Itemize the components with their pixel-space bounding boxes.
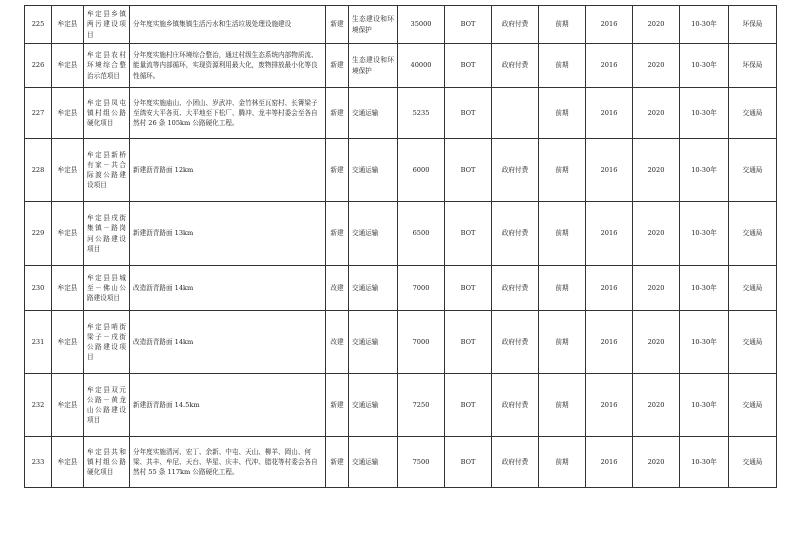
project-number-cell: 229 <box>25 202 52 266</box>
table-row <box>25 311 777 374</box>
cooperation-period-cell: 10-30年 <box>680 6 729 44</box>
cooperation-period-cell: 10-30年 <box>680 437 729 488</box>
industry-cell: 交通运输 <box>349 437 398 488</box>
table-row <box>25 266 777 311</box>
county-cell: 牟定县 <box>52 266 84 311</box>
end-year-cell: 2020 <box>633 88 680 139</box>
cooperation-period-cell: 10-30年 <box>680 266 729 311</box>
end-year-cell: 2020 <box>633 311 680 374</box>
county-cell: 牟定县 <box>52 6 84 44</box>
payment-mechanism-cell: 政府付费 <box>492 44 539 88</box>
end-year-cell: 2020 <box>633 139 680 202</box>
project-name-cell: 牟定县乡镇两污建设项目 <box>84 6 130 44</box>
investment-amount-cell: 35000 <box>398 6 445 44</box>
construction-content-cell: 改造沥青路面 14km <box>130 311 326 374</box>
project-stage-cell: 前期 <box>539 139 586 202</box>
project-stage-cell: 前期 <box>539 374 586 437</box>
project-number-cell: 227 <box>25 88 52 139</box>
project-number-cell: 225 <box>25 6 52 44</box>
payment-mechanism-cell: 政府付费 <box>492 437 539 488</box>
project-table-body <box>25 6 777 488</box>
project-name-cell: 牟定县戌街集镇－路岗河公路建设项目 <box>84 202 130 266</box>
cooperation-period-cell: 10-30年 <box>680 311 729 374</box>
cooperation-period-cell: 10-30年 <box>680 139 729 202</box>
industry-cell: 交通运输 <box>349 311 398 374</box>
responsible-department-cell: 环保局 <box>729 44 777 88</box>
construction-type-cell: 新建 <box>326 44 349 88</box>
investment-amount-cell: 6000 <box>398 139 445 202</box>
payment-mechanism-cell: 政府付费 <box>492 374 539 437</box>
end-year-cell: 2020 <box>633 266 680 311</box>
project-name-cell: 牟定县共和镇村组公路硬化项目 <box>84 437 130 488</box>
payment-mechanism-cell: 政府付费 <box>492 311 539 374</box>
county-cell: 牟定县 <box>52 44 84 88</box>
start-year-cell: 2016 <box>586 266 633 311</box>
payment-mechanism-cell: 政府付费 <box>492 139 539 202</box>
start-year-cell: 2016 <box>586 374 633 437</box>
cooperation-period-cell: 10-30年 <box>680 44 729 88</box>
table-row <box>25 202 777 266</box>
operation-mode-cell: BOT <box>445 88 492 139</box>
operation-mode-cell: BOT <box>445 202 492 266</box>
construction-content-cell: 改造沥青路面 14km <box>130 266 326 311</box>
project-stage-cell: 前期 <box>539 437 586 488</box>
industry-cell: 交通运输 <box>349 202 398 266</box>
project-stage-cell: 前期 <box>539 266 586 311</box>
responsible-department-cell: 交通局 <box>729 311 777 374</box>
industry-cell: 交通运输 <box>349 374 398 437</box>
construction-type-cell: 新建 <box>326 88 349 139</box>
construction-type-cell: 新建 <box>326 437 349 488</box>
investment-amount-cell: 7000 <box>398 311 445 374</box>
payment-mechanism-cell: 政府付费 <box>492 202 539 266</box>
payment-mechanism-cell <box>492 88 539 139</box>
county-cell: 牟定县 <box>52 311 84 374</box>
cooperation-period-cell: 10-30年 <box>680 374 729 437</box>
project-name-cell: 牟定县新桥有家－共合际渡公路建设项目 <box>84 139 130 202</box>
construction-content-cell: 分年度实施清河、宏丁、余新、中屯、天山、柳羊、岡山、何梁、共丰、牟尼、天台、华星、庆丰、代冲、腊花等村委会各自然村 55 条 117km 公路硬化工程。 <box>130 437 326 488</box>
start-year-cell: 2016 <box>586 6 633 44</box>
industry-cell: 交通运输 <box>349 139 398 202</box>
end-year-cell: 2020 <box>633 202 680 266</box>
construction-type-cell: 新建 <box>326 6 349 44</box>
county-cell: 牟定县 <box>52 374 84 437</box>
end-year-cell: 2020 <box>633 374 680 437</box>
start-year-cell: 2016 <box>586 44 633 88</box>
responsible-department-cell: 环保局 <box>729 6 777 44</box>
county-cell: 牟定县 <box>52 437 84 488</box>
construction-content-cell: 新建沥青路面 13km <box>130 202 326 266</box>
construction-type-cell: 新建 <box>326 374 349 437</box>
project-name-cell: 牟定县哨街梁子－戌街公路建设项目 <box>84 311 130 374</box>
project-stage-cell: 前期 <box>539 202 586 266</box>
investment-amount-cell: 7500 <box>398 437 445 488</box>
responsible-department-cell: 交通局 <box>729 88 777 139</box>
responsible-department-cell: 交通局 <box>729 437 777 488</box>
county-cell: 牟定县 <box>52 88 84 139</box>
operation-mode-cell: BOT <box>445 266 492 311</box>
table-row <box>25 88 777 139</box>
project-table <box>24 5 777 488</box>
investment-amount-cell: 6500 <box>398 202 445 266</box>
responsible-department-cell: 交通局 <box>729 202 777 266</box>
construction-type-cell: 新建 <box>326 139 349 202</box>
investment-amount-cell: 40000 <box>398 44 445 88</box>
construction-type-cell: 改建 <box>326 311 349 374</box>
construction-type-cell: 改建 <box>326 266 349 311</box>
construction-content-cell: 分年度实施村庄环境综合整治，通过村级生态系统内部物质流、能量流等内部循环，实现资源利用最大化，废物排放最小化等良性循环。 <box>130 44 326 88</box>
payment-mechanism-cell: 政府付费 <box>492 6 539 44</box>
project-number-cell: 230 <box>25 266 52 311</box>
start-year-cell: 2016 <box>586 88 633 139</box>
table-row <box>25 374 777 437</box>
investment-amount-cell: 7250 <box>398 374 445 437</box>
county-cell: 牟定县 <box>52 202 84 266</box>
project-stage-cell: 前期 <box>539 44 586 88</box>
start-year-cell: 2016 <box>586 311 633 374</box>
end-year-cell: 2020 <box>633 44 680 88</box>
start-year-cell: 2016 <box>586 202 633 266</box>
industry-cell: 交通运输 <box>349 266 398 311</box>
project-name-cell: 牟定县农村环境综合整治示范项目 <box>84 44 130 88</box>
operation-mode-cell: BOT <box>445 311 492 374</box>
table-row <box>25 139 777 202</box>
end-year-cell: 2020 <box>633 6 680 44</box>
responsible-department-cell: 交通局 <box>729 139 777 202</box>
project-number-cell: 231 <box>25 311 52 374</box>
project-name-cell: 牟定县县城至－佛山公路建设项目 <box>84 266 130 311</box>
responsible-department-cell: 交通局 <box>729 266 777 311</box>
construction-content-cell: 分年度实施庙山、小团山、岁武冲、金竹林至瓦窑村、长箐梁子至鸽安大平各页、大平地至下松厂、腾冲、龙丰等村委会至各自然村 26 条 105km 公路硬化工程。 <box>130 88 326 139</box>
project-stage-cell: 前期 <box>539 88 586 139</box>
cooperation-period-cell: 10-30年 <box>680 202 729 266</box>
project-number-cell: 226 <box>25 44 52 88</box>
end-year-cell: 2020 <box>633 437 680 488</box>
industry-cell: 生态建设和环境保护 <box>349 6 398 44</box>
investment-amount-cell: 5235 <box>398 88 445 139</box>
construction-content-cell: 分年度实施乡镇集镇生活污水和生活垃圾处理设施建设 <box>130 6 326 44</box>
table-row <box>25 6 777 44</box>
project-number-cell: 228 <box>25 139 52 202</box>
county-cell: 牟定县 <box>52 139 84 202</box>
project-number-cell: 233 <box>25 437 52 488</box>
project-name-cell: 牟定县双元公路－黄龙山公路建设项目 <box>84 374 130 437</box>
start-year-cell: 2016 <box>586 139 633 202</box>
industry-cell: 生态建设和环境保护 <box>349 44 398 88</box>
cooperation-period-cell: 10-30年 <box>680 88 729 139</box>
construction-type-cell: 新建 <box>326 202 349 266</box>
operation-mode-cell: BOT <box>445 437 492 488</box>
table-row <box>25 437 777 488</box>
project-name-cell: 牟定县凤屯镇村组公路硬化项目 <box>84 88 130 139</box>
operation-mode-cell: BOT <box>445 374 492 437</box>
operation-mode-cell: BOT <box>445 6 492 44</box>
responsible-department-cell: 交通局 <box>729 374 777 437</box>
project-number-cell: 232 <box>25 374 52 437</box>
construction-content-cell: 新建沥青路面 14.5km <box>130 374 326 437</box>
project-stage-cell: 前期 <box>539 311 586 374</box>
operation-mode-cell: BOT <box>445 139 492 202</box>
industry-cell: 交通运输 <box>349 88 398 139</box>
construction-content-cell: 新建沥青路面 12km <box>130 139 326 202</box>
investment-amount-cell: 7000 <box>398 266 445 311</box>
operation-mode-cell: BOT <box>445 44 492 88</box>
table-row <box>25 44 777 88</box>
start-year-cell: 2016 <box>586 437 633 488</box>
payment-mechanism-cell: 政府付费 <box>492 266 539 311</box>
project-stage-cell: 前期 <box>539 6 586 44</box>
